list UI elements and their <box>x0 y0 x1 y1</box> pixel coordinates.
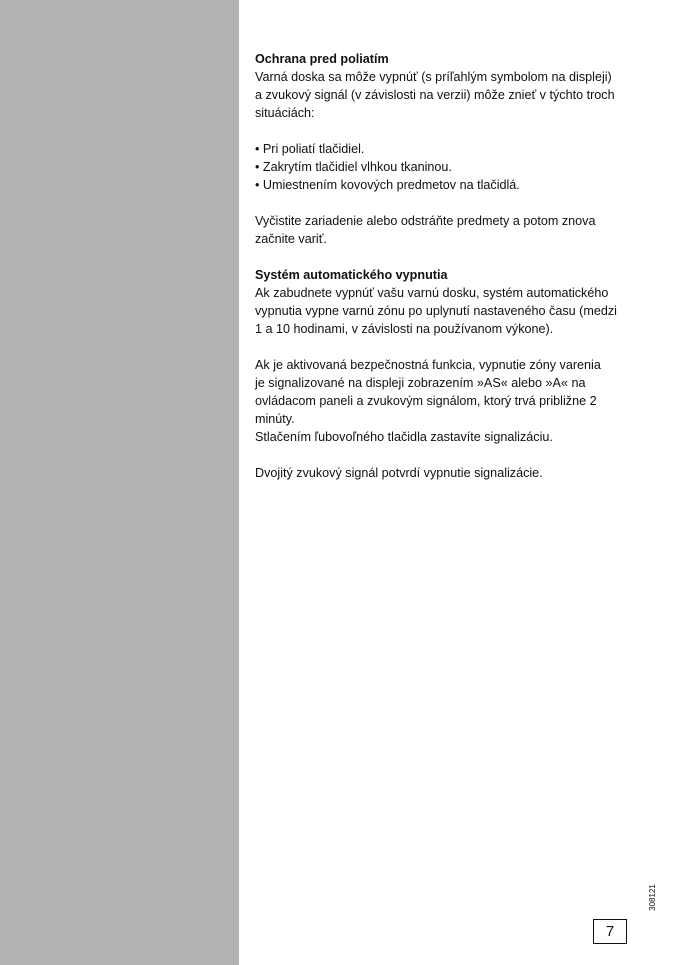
body-line: je signalizované na displeji zobrazením »AS« alebo »A« na <box>255 376 586 390</box>
section-heading-auto-off: Systém automatického vypnutia <box>255 268 448 282</box>
document-body <box>255 50 655 482</box>
body-line: Ak zabudnete vypnúť vašu varnú dosku, systém automatického <box>255 286 609 300</box>
body-line: ovládacom paneli a zvukovým signálom, ktorý trvá približne 2 <box>255 394 597 408</box>
paragraph-gap <box>255 338 655 356</box>
body-line: situáciách: <box>255 106 315 120</box>
body-line: vypnutia vypne varnú zónu po uplynutí nastaveného času (medzi <box>255 304 617 318</box>
bullet-item: • Zakrytím tlačidiel vlhkou tkaninou. <box>255 160 452 174</box>
document-code: 308121 <box>647 884 657 911</box>
paragraph-gap <box>255 248 655 266</box>
bullet-item: • Umiestnením kovových predmetov na tlačidlá. <box>255 178 520 192</box>
body-line: Varná doska sa môže vypnúť (s príľahlým symbolom na displeji) <box>255 70 612 84</box>
body-line: začnite variť. <box>255 232 327 246</box>
body-line: 1 a 10 hodinami, v závislosti na používanom výkone). <box>255 322 554 336</box>
body-line: Ak je aktivovaná bezpečnostná funkcia, vypnutie zóny varenia <box>255 358 601 372</box>
section-heading-spill-protection: Ochrana pred poliatím <box>255 52 389 66</box>
bullet-item: • Pri poliatí tlačidiel. <box>255 142 365 156</box>
side-band <box>0 0 239 965</box>
paragraph-gap <box>255 446 655 464</box>
paragraph-gap <box>255 122 655 140</box>
page-number: 7 <box>593 919 627 944</box>
body-line: a zvukový signál (v závislosti na verzii) môže zniеť v týchto troch <box>255 88 615 102</box>
body-line: Stlačením ľubovoľného tlačidla zastavíte signalizáciu. <box>255 430 553 444</box>
body-line: Vyčistite zariadenie alebo odstráňte predmety a potom znova <box>255 214 596 228</box>
paragraph-gap <box>255 194 655 212</box>
body-line: minúty. <box>255 412 295 426</box>
body-line: Dvojitý zvukový signál potvrdí vypnutie signalizácie. <box>255 466 543 480</box>
